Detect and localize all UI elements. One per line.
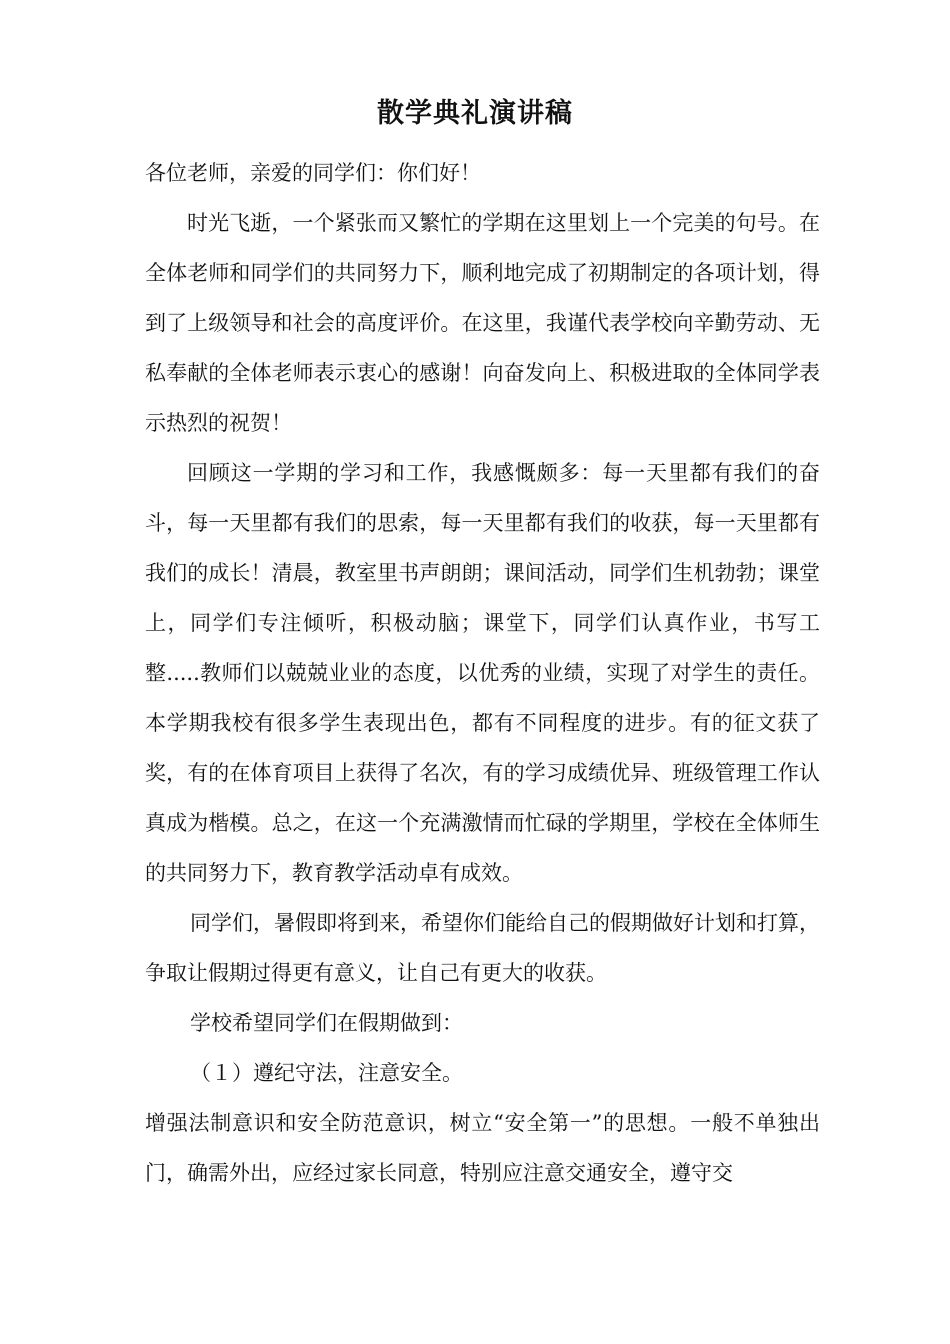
salutation-paragraph: 各位老师，亲爱的同学们：你们好！: [145, 161, 481, 185]
body-paragraph: 回顾这一学期的学习和工作，我感慨颇多：每一天里都有我们的奋斗，每一天里都有我们的思索，每一天里都有我们的收获，每一天里都有我们的成长！清晨，教室里书声朗朗；课间活动，同学们生机勃勃；课堂上，同学们专注倾听，积极动脑；课堂下，同学们认真作业，书写工整.....教师们以兢兢业业的态度，以优秀的业绩，实现了对学生的责任。本学期我校有很多学生表现出色，都有不同程度的进步。有的征文获了奖，有的在体育项目上获得了名次，有的学习成绩优异、班级管理工作认真成为楷模。总之，在这一个充满激情而忙碌的学期里，学校在全体师生的共同努力下，教育教学活动卓有成效。: [145, 461, 820, 885]
document-title: 散学典礼演讲稿: [377, 98, 573, 129]
list-item-heading: （１）遵纪守法，注意安全。: [190, 1061, 463, 1085]
document-body: [145, 148, 820, 1198]
body-paragraph: 增强法制意识和安全防范意识，树立“安全第一”的思想。一般不单独出门，确需外出，应经过家长同意，特别应注意交通安全，遵守交: [145, 1111, 820, 1185]
body-paragraph: 同学们，暑假即将到来，希望你们能给自己的假期做好计划和打算，争取让假期过得更有意义，让自己有更大的收获。: [145, 911, 820, 985]
body-paragraph: 学校希望同学们在假期做到：: [190, 1011, 463, 1035]
body-paragraph: 时光飞逝，一个紧张而又繁忙的学期在这里划上一个完美的句号。在全体老师和同学们的共同努力下，顺利地完成了初期制定的各项计划，得到了上级领导和社会的高度评价。在这里，我谨代表学校向辛勤劳动、无私奉献的全体老师表示衷心的感谢！向奋发向上、积极进取的全体同学表示热烈的祝贺！: [145, 211, 820, 435]
